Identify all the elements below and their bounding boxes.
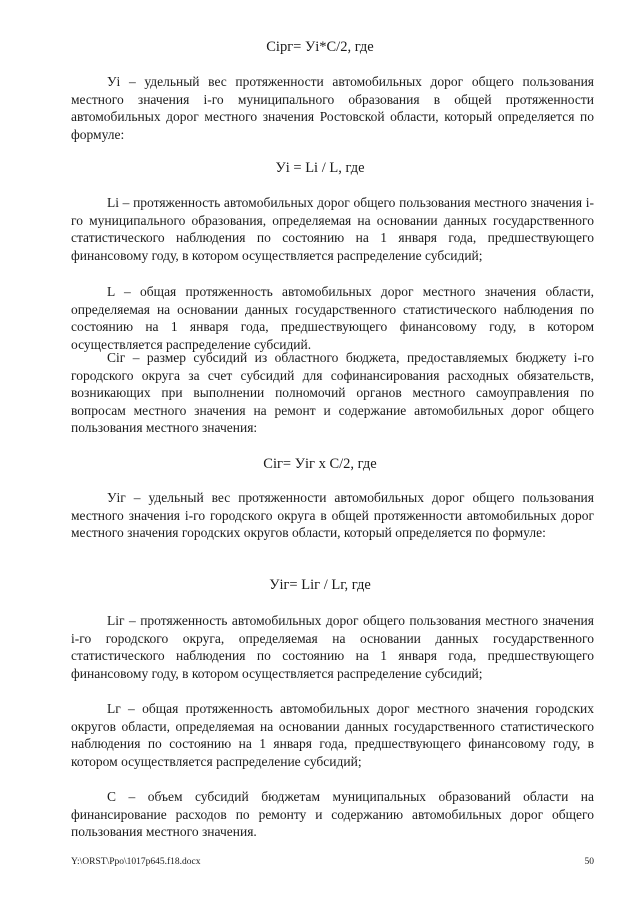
paragraph-text: Сiг – размер субсидий из областного бюджета, предоставляемых бюджету i-го городского округа за счет субсидий для софинансирования расходных обязательств, возникающих при выполнении полномочий органов местного самоуправления по вопросам местного значения на ремонт и содержание автомобильных дорог общего пользования местного значения: bbox=[71, 350, 594, 436]
footer-page-number: 50 bbox=[584, 857, 594, 867]
paragraph-text: С – объем субсидий бюджетам муниципальных образований области на финансирование расходов по ремонту и содержанию автомобильных дорог общего пользования местного значения. bbox=[71, 789, 594, 840]
paragraph-lg-definition bbox=[71, 700, 594, 770]
paragraph-cig-definition bbox=[71, 349, 594, 437]
footer-file-path: Y:\ORST\Ppo\1017p645.f18.docx bbox=[71, 857, 201, 867]
paragraph-ui-definition bbox=[71, 73, 594, 143]
paragraph-uig-definition bbox=[71, 489, 594, 542]
paragraph-text: Уiг – удельный вес протяженности автомобильных дорог общего пользования местного значения i-го городского округа в общей протяженности автомобильных дорог местного значения городских округов области, который определяется по формуле: bbox=[71, 490, 594, 541]
paragraph-l-definition bbox=[71, 283, 594, 353]
paragraph-text: Уi – удельный вес протяженности автомобильных дорог общего пользования местного значения i-го муниципального образования в общей протяженности автомобильных дорог местного значения Ростовской области, который определяется по формуле: bbox=[71, 74, 594, 142]
formula-cig: Сiг= Уiг х С/2, где bbox=[263, 456, 377, 472]
paragraph-text: Lг – общая протяженность автомобильных дорог местного значения городских округов области, определяемая на основании данных государственного статистического наблюдения по состоянию на 1 января года, предшествующего финансовому году, в котором осуществляется распределение субсидий; bbox=[71, 701, 594, 769]
paragraph-c-definition bbox=[71, 788, 594, 841]
paragraph-text: Liг – протяженность автомобильных дорог общего пользования местного значения i-го городского округа, определяемая на основании данных государственного статистического наблюдения по состоянию на 1 января года, предшествующего финансовому году, в котором осуществляется распределение субсидий; bbox=[71, 613, 594, 681]
formula-ui: Уi = Li / L, где bbox=[275, 160, 365, 176]
formula-cirg: Сiрг= Уi*С/2, где bbox=[266, 39, 374, 55]
paragraph-text: Li – протяженность автомобильных дорог общего пользования местного значения i-го муниципального образования, определяемая на основании данных государственного статистического наблюдения по состоянию на 1 января года, предшествующего финансовому году, в котором осуществляется распределение субсидий; bbox=[71, 195, 594, 263]
paragraph-text: L – общая протяженность автомобильных дорог местного значения области, определяемая на основании данных государственного статистического наблюдения по состоянию на 1 января года, предшествующего финансовому году, в котором осуществляется распределение субсидий. bbox=[71, 284, 594, 352]
formula-uig: Уiг= Liг / Lг, где bbox=[269, 577, 371, 593]
paragraph-li-definition bbox=[71, 194, 594, 264]
paragraph-lig-definition bbox=[71, 612, 594, 682]
